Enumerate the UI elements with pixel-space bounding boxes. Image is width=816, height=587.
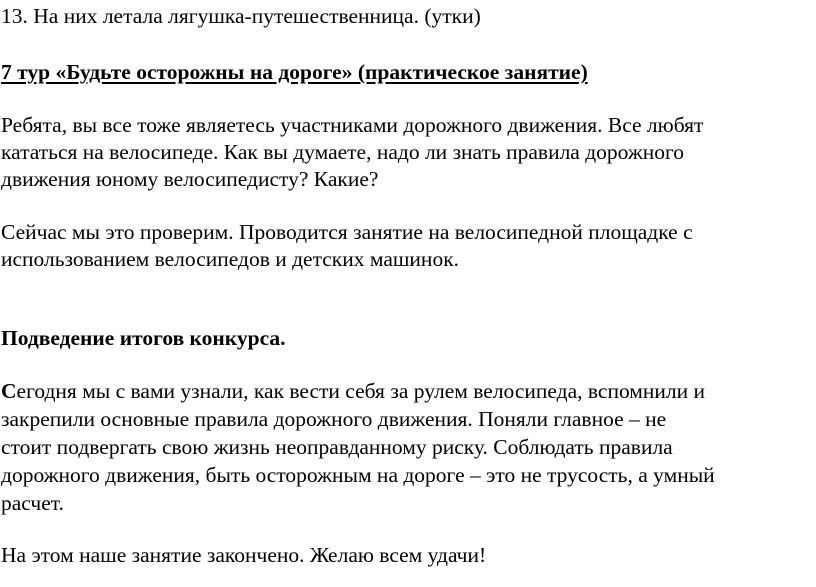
tour-7-heading: 7 тур «Будьте осторожны на дороге» (практическое занятие): [1, 60, 588, 84]
item-13-text: 13. На них летала лягушка-путешественница. (утки): [1, 4, 481, 28]
paragraph-3-drop-letter: С: [1, 379, 17, 403]
paragraph-2-line-2: использованием велосипедов и детских машинок.: [1, 247, 460, 271]
summary-heading: Подведение итогов конкурса.: [1, 326, 286, 350]
paragraph-1-line-3: движения юному велосипедисту? Какие?: [1, 167, 379, 191]
paragraph-3-line-1-text: егодня мы с вами узнали, как вести себя за рулем велосипеда, вспомнили и: [16, 379, 706, 403]
closing-text: На этом наше занятие закончено. Желаю всем удачи!: [1, 543, 487, 567]
paragraph-3-line-5: расчет.: [1, 491, 64, 515]
paragraph-3-line-4: дорожного движения, быть осторожным на дороге – это не трусость, а умный: [1, 463, 715, 487]
paragraph-3-line-1: [1, 378, 705, 404]
paragraph-3-line-2: закрепили основные правила дорожного движения. Поняли главное – не: [1, 407, 667, 431]
paragraph-1-line-1: Ребята, вы все тоже являетесь участниками дорожного движения. Все любят: [1, 113, 704, 137]
paragraph-3-line-3: стоит подвергать свою жизнь неоправданному риску. Соблюдать правила: [1, 435, 673, 459]
paragraph-1-line-2: кататься на велосипеде. Как вы думаете, надо ли знать правила дорожного: [1, 140, 685, 164]
paragraph-2-line-1: Сейчас мы это проверим. Проводится занятие на велосипедной площадке с: [1, 220, 693, 244]
